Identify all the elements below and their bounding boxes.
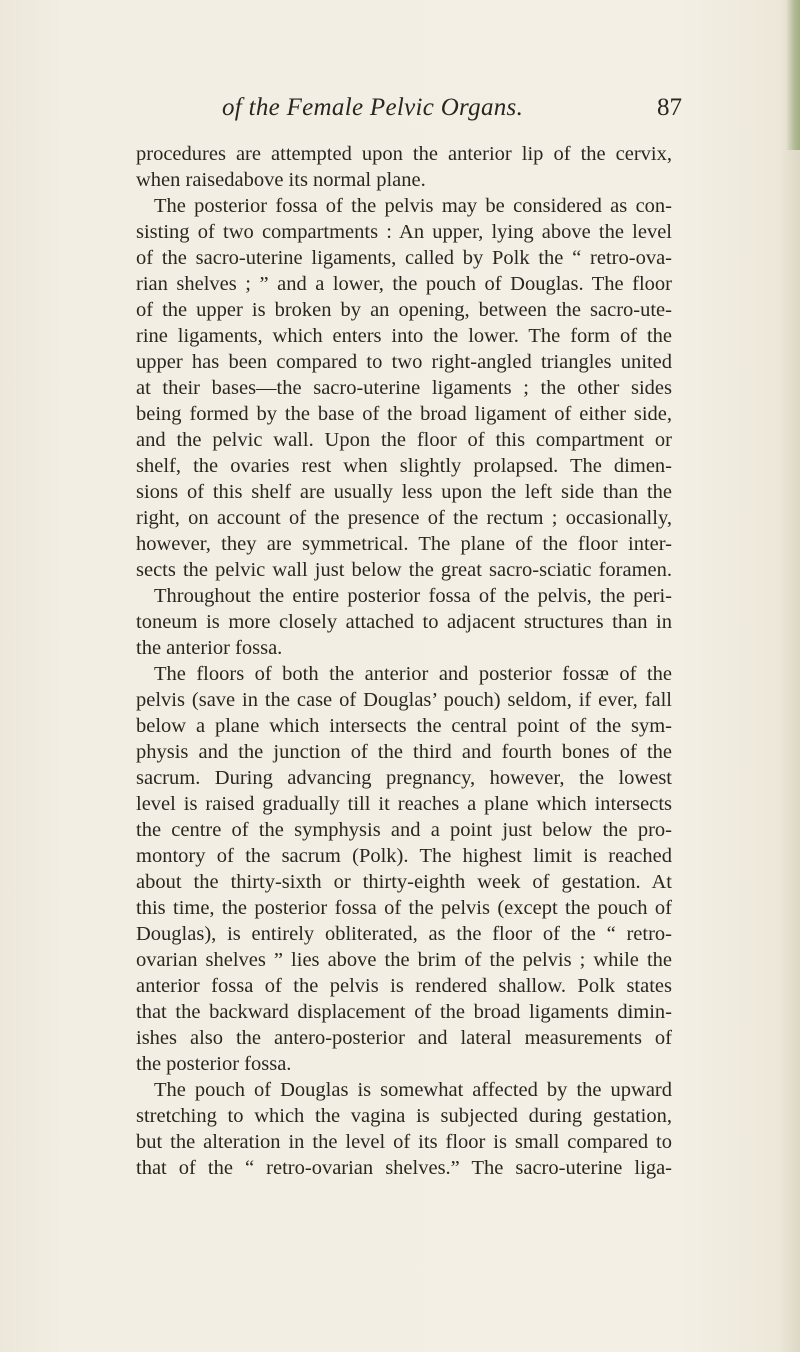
text-line: sisting of two compartments : An upper, lying above the level xyxy=(136,221,672,243)
text-line: stretching to which the vagina is subjected during gestation, xyxy=(136,1105,672,1127)
text-line: sects the pelvic wall just below the great sacro-sciatic foramen. xyxy=(136,559,672,581)
text-line: rian shelves ; ” and a lower, the pouch of Douglas. The floor xyxy=(136,273,672,295)
text-line: pelvis (save in the case of Douglas’ pouch) seldom, if ever, fall xyxy=(136,689,672,711)
text-line: physis and the junction of the third and fourth bones of the xyxy=(136,741,672,763)
text-line: Throughout the entire posterior fossa of the pelvis, the peri- xyxy=(154,585,672,607)
running-title: of the Female Pelvic Organs. xyxy=(222,94,524,121)
text-line: of the sacro-uterine ligaments, called by Polk the “ retro-ova- xyxy=(136,247,672,269)
text-line: anterior fossa of the pelvis is rendered shallow. Polk states xyxy=(136,975,672,997)
text-line: level is raised gradually till it reaches a plane which intersects xyxy=(136,793,672,815)
text-line: this time, the posterior fossa of the pelvis (except the pouch of xyxy=(136,897,672,919)
page-edge-tab xyxy=(786,0,800,150)
text-line: the posterior fossa. xyxy=(136,1053,292,1075)
text-line: sions of this shelf are usually less upon the left side than the xyxy=(136,481,672,503)
text-line: right, on account of the presence of the rectum ; occasionally, xyxy=(136,507,672,529)
page-number: 87 xyxy=(657,94,682,121)
text-line: when raisedabove its normal plane. xyxy=(136,169,426,191)
text-line: The posterior fossa of the pelvis may be considered as con- xyxy=(154,195,672,217)
text-line: the anterior fossa. xyxy=(136,637,283,659)
text-line: sacrum. During advancing pregnancy, however, the lowest xyxy=(136,767,672,789)
text-line: montory of the sacrum (Polk). The highest limit is reached xyxy=(136,845,672,867)
text-line: the centre of the symphysis and a point just below the pro- xyxy=(136,819,672,841)
text-line: The pouch of Douglas is somewhat affected by the upward xyxy=(154,1079,672,1101)
text-line: and the pelvic wall. Upon the floor of this compartment or xyxy=(136,429,672,451)
text-line: that of the “ retro-ovarian shelves.” The sacro-uterine liga- xyxy=(136,1157,672,1179)
text-line: at their bases—the sacro-uterine ligaments ; the other sides xyxy=(136,377,672,399)
text-line: but the alteration in the level of its floor is small compared to xyxy=(136,1131,672,1153)
text-line: procedures are attempted upon the anterior lip of the cervix, xyxy=(136,143,672,165)
text-line: Douglas), is entirely obliterated, as the floor of the “ retro- xyxy=(136,923,672,945)
text-line: ishes also the antero-posterior and lateral measurements of xyxy=(136,1027,672,1049)
text-line: of the upper is broken by an opening, between the sacro-ute- xyxy=(136,299,672,321)
text-line: rine ligaments, which enters into the lower. The form of the xyxy=(136,325,672,347)
text-line: shelf, the ovaries rest when slightly prolapsed. The dimen- xyxy=(136,455,672,477)
text-line: that the backward displacement of the broad ligaments dimin- xyxy=(136,1001,672,1023)
page-header xyxy=(222,94,682,128)
text-line: however, they are symmetrical. The plane of the floor inter- xyxy=(136,533,672,555)
text-line: toneum is more closely attached to adjacent structures than in xyxy=(136,611,672,633)
text-line: below a plane which intersects the central point of the sym- xyxy=(136,715,672,737)
page-edge-shadow xyxy=(778,0,800,1352)
text-line: upper has been compared to two right-angled triangles united xyxy=(136,351,672,373)
text-line: The floors of both the anterior and posterior fossæ of the xyxy=(154,663,672,685)
text-line: about the thirty-sixth or thirty-eighth week of gestation. At xyxy=(136,871,672,893)
text-line: being formed by the base of the broad ligament of either side, xyxy=(136,403,672,425)
text-line: ovarian shelves ” lies above the brim of the pelvis ; while the xyxy=(136,949,672,971)
